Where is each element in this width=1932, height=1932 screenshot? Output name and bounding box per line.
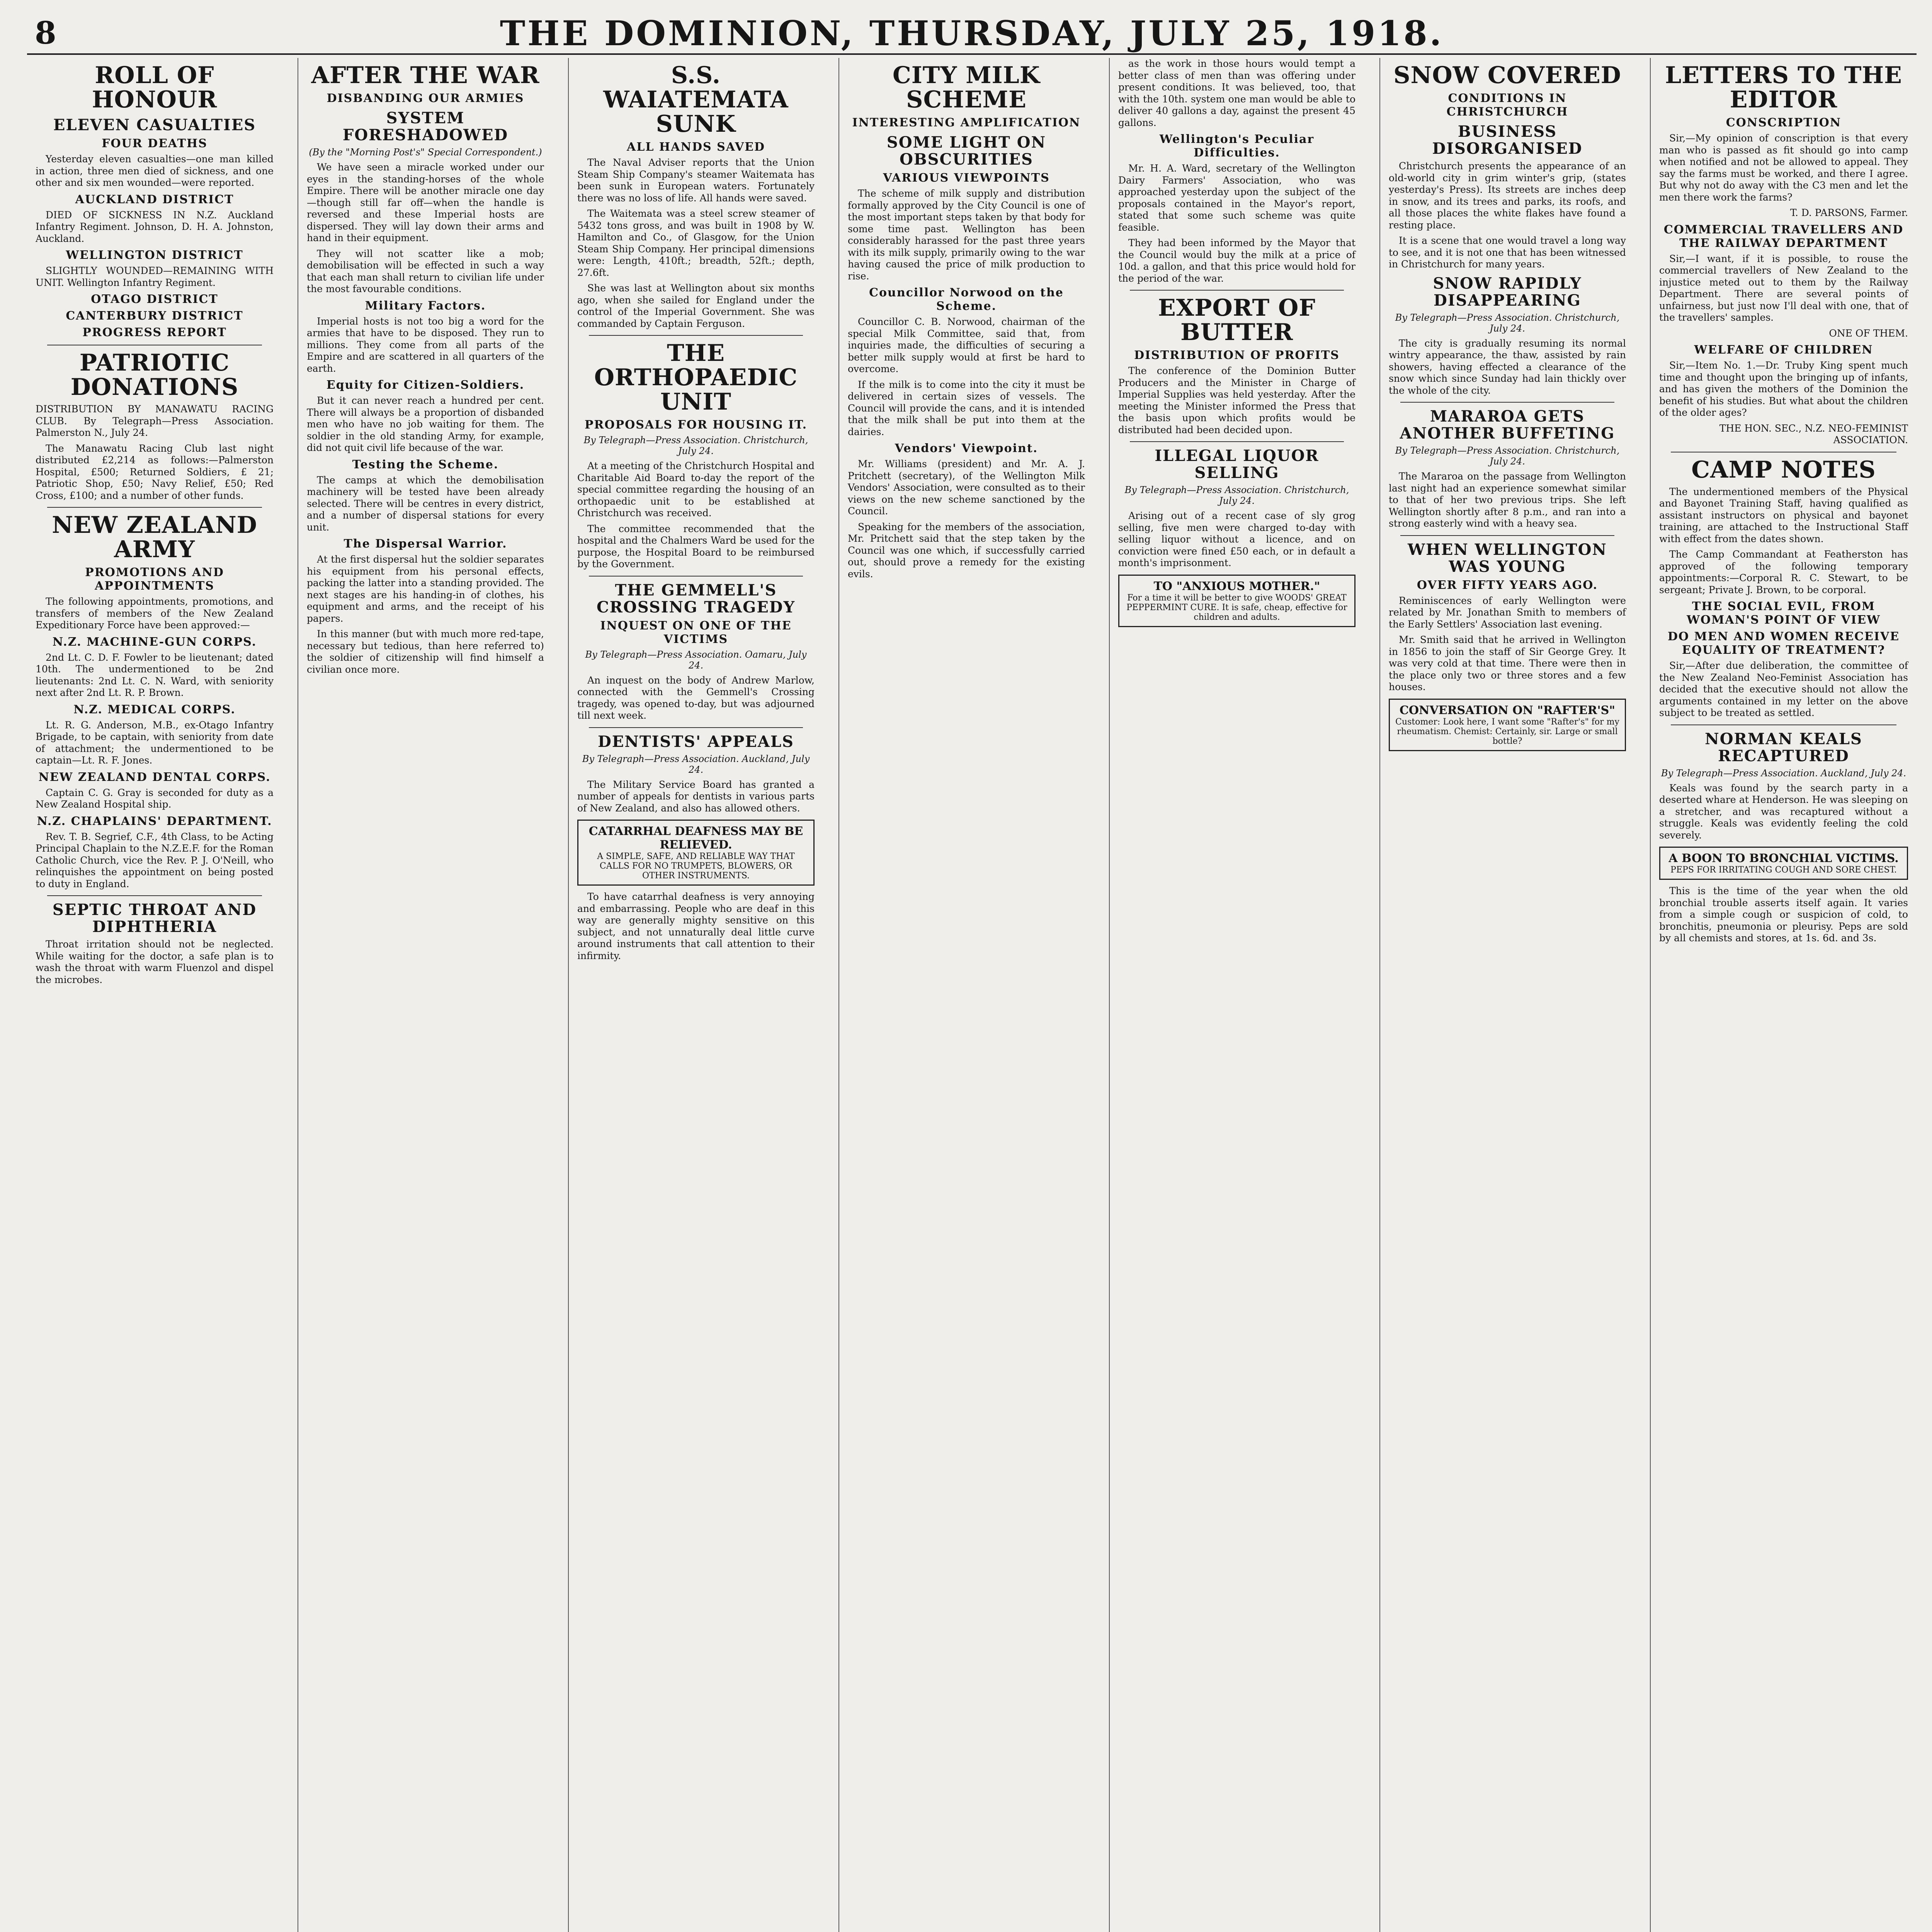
peps-subheading: PEPS FOR IRRITATING COUGH AND SORE CHEST. (1670, 865, 1897, 875)
snow-para-2: It is a scene that one would travel a long way to see, and it is not one that has been witnessed in Christchurch for many years. (1389, 235, 1626, 270)
roll-of-honour-heading: ROLL OF HONOUR (92, 62, 218, 113)
snow-covered-heading: SNOW COVERED (1393, 62, 1621, 89)
orthopaedic-para-1: At a meeting of the Christchurch Hospital and Charitable Aid Board to-day the report of the special committee regarding the housing of an orthopaedic unit to be established at Christchurch was received. (577, 460, 815, 519)
column-1 (27, 58, 282, 1932)
column-3 (568, 58, 823, 1932)
divider (47, 507, 262, 508)
letter-signature: T. D. PARSONS, Farmer. (1790, 207, 1908, 218)
canterbury-district-heading: CANTERBURY DISTRICT (66, 309, 243, 323)
deaths-heading: FOUR DEATHS (102, 137, 207, 150)
milk-continued-para: as the work in those hours would tempt a better class of men than was offering under present conditions. It was believed, too, that with the 10th. system one man would be able to deliver 40 gallons a day, against the present 45 gallons. (1118, 58, 1355, 128)
divider (47, 895, 262, 896)
chaplains-para: Rev. T. B. Segrief, C.F., 4th Class, to be Acting Principal Chaplain to the N.Z.E.F. for the Roman Catholic Church, vice the Rev. P. J. O'Neill, who relinquishes the appointment on being posted to duty in England. (36, 831, 274, 889)
medical-corps-heading: N.Z. MEDICAL CORPS. (73, 702, 236, 716)
progress-report-heading: PROGRESS REPORT (82, 326, 227, 339)
keals-para: Keals was found by the search party in a deserted whare at Henderson. He was sleeping on a stretcher, and was recaptured without a struggle. Keals was evidently feeling the cold severely. (1659, 782, 1908, 841)
snow-para-3: The city is gradually resuming its normal wintry appearance, the thaw, assisted by rain showers, having effected a clearance of the snow which since Sunday had lain thickly over the whole of the city. (1389, 337, 1626, 396)
distribution-profits-heading: DISTRIBUTION OF PROFITS (1134, 349, 1340, 362)
after-war-para-2: They will not scatter like a mob; demobilisation will be effected in such a way that each man shall return to civilian life under the most favourable conditions. (307, 248, 544, 294)
byline: By Telegraph—Press Association. Christchurch, July 24. (1124, 485, 1349, 506)
conscription-letter: Sir,—My opinion of conscription is that every man who is passed as fit should go into camp when notified and not be allowed to appeal. They say the farms must be worked, and there I agree. But why not do away with the C3 men and let the men there work the farms? (1659, 133, 1908, 203)
dentists-para: The Military Service Board has granted a number of appeals for dentists in various parts of New Zealand, and also has allowed others. (577, 779, 815, 814)
divider (1400, 535, 1614, 536)
keals-heading: NORMAN KEALS RECAPTURED (1705, 730, 1862, 765)
after-war-para-3: Imperial hosts is not too big a word for the armies that have to be disposed. They run to millions. They come from all parts of the Empire and are scattered in all quarters of the earth. (307, 315, 544, 374)
obscurities-heading: SOME LIGHT ON OBSCURITIES (886, 133, 1046, 168)
anxious-mother-advertisement (1118, 575, 1355, 627)
interesting-heading: INTERESTING AMPLIFICATION (852, 116, 1081, 129)
after-war-para-4: But it can never reach a hundred per cent. There will always be a proportion of disbanded men who have no job waiting for them. The soldier in the old standing Army, for example, did not quit civil life because of the war. (307, 395, 544, 453)
byline: By Telegraph—Press Association. Auckland, July 24. (582, 753, 810, 775)
waitemata-para-1: The Naval Adviser reports that the Union Steam Ship Company's steamer Waitemata has been sunk in European waters. Fortunately there was no loss of life. All hands were saved. (577, 157, 815, 204)
dentists-heading: DENTISTS' APPEALS (598, 732, 794, 751)
donations-para: The Manawatu Racing Club last night distributed £2,214 as follows:—Palmerston Hospital, £500; Returned Soldiers, £ 21; Patriotic Shop, £50; Navy Relief, £50; Red Cross, £100; and a number of other funds. (36, 442, 274, 501)
conditions-heading: CONDITIONS IN CHRISTCHURCH (1446, 92, 1568, 119)
auckland-district-heading: AUCKLAND DISTRICT (75, 192, 234, 206)
city-milk-heading: CITY MILK SCHEME (892, 62, 1040, 113)
casualties-intro: Yesterday eleven casualties—one man killed in action, three men died of sickness, and one other and six men wounded—were reported. (36, 153, 274, 188)
newspaper-title: THE DOMINION, THURSDAY, JULY 25, 1918. (500, 13, 1444, 53)
camp-para-2: The Camp Commandant at Featherston has approved of the following temporary appointments:—Corporal R. C. Stewart, to be sergeant; Private J. Brown, to be corporal. (1659, 549, 1908, 595)
social-evil-heading: THE SOCIAL EVIL, FROM WOMAN'S POINT OF VIEW (1687, 600, 1881, 627)
camp-notes-heading: CAMP NOTES (1691, 456, 1876, 483)
mararoa-para: The Mararoa on the passage from Wellington last night had an experience somewhat similar to that of her two previous trips. She left Wellington shortly after 8 p.m., and ran into a strong easterly wind with a heavy sea. (1389, 471, 1626, 529)
waitemata-para-2: The Waitemata was a steel screw steamer of 5432 tons gross, and was built in 1908 by W. Hamilton and Co., of Glasgow, for the Union Steam Ship Company. Her principal dimensions were: Length, 410ft.; breadth, 52ft.; depth, 27.6ft. (577, 208, 815, 278)
page-number: 8 (35, 15, 56, 51)
liquor-para: Arising out of a recent case of sly grog selling, five men were charged to-day with selling liquor without a licence, and on conviction were fined £50 each, or in default a month's imprisonment. (1118, 510, 1355, 568)
business-heading: BUSINESS DISORGANISED (1432, 122, 1583, 158)
camp-para-1: The undermentioned members of the Physical and Bayonet Training Staff, having qualified as assistant instructors on physical and bayonet training, are attached to the Instructional Staff with effect from the dates shown. (1659, 486, 1908, 544)
peps-advertisement (1659, 847, 1908, 880)
donations-dateline: DISTRIBUTION BY MANAWATU RACING CLUB. By Telegraph—Press Association. Palmerston N., July 24. (36, 403, 274, 438)
deafness-ad-title: CATARRHAL DEAFNESS MAY BE RELIEVED. (588, 825, 803, 852)
septic-throat-para: Throat irritation should not be neglected. While waiting for the doctor, a safe plan is to wash the throat with warm Fluenzol and dispel the microbes. (36, 939, 274, 985)
wellington-young-para-1: Reminiscences of early Wellington were related by Mr. Jonathan Smith to members of the Early Settlers' Association last evening. (1389, 595, 1626, 630)
column-6 (1379, 58, 1634, 1932)
mararoa-heading: MARAROA GETS ANOTHER BUFFETING (1400, 407, 1615, 442)
rafters-heading: CONVERSATION ON "RAFTER'S" (1400, 703, 1615, 717)
travellers-heading: COMMERCIAL TRAVELLERS AND THE RAILWAY DEPARTMENT (1663, 223, 1904, 250)
wellington-young-para-2: Mr. Smith said that he arrived in Wellington in 1856 to join the staff of Sir George Grey. It was very cold at that time. There were then in the place only two or three stores and a few houses. (1389, 634, 1626, 692)
machine-gun-heading: N.Z. MACHINE-GUN CORPS. (52, 635, 257, 649)
rafters-text: Customer: Look here, I want some "Rafter's" for my rheumatism. Chemist: Certainly, sir. Large or small bottle? (1395, 717, 1619, 746)
byline: (By the "Morning Post's" Special Correspondent.) (309, 147, 542, 158)
after-war-para-5: The camps at which the demobilisation machinery will be tested have been already selected. There will be centres in every district, and a number of dispersal stations for every unit. (307, 474, 544, 533)
export-butter-heading: EXPORT OF BUTTER (1158, 294, 1316, 346)
deafness-ad-subtitle: A SIMPLE, SAFE, AND RELIABLE WAY THAT CALLS FOR NO TRUMPETS, BLOWERS, OR OTHER INSTRUMENTS. (597, 852, 795, 881)
promotions-intro: The following appointments, promotions, and transfers of members of the New Zealand Expeditionary Force have been approved:— (36, 596, 274, 631)
milk-para-5: Speaking for the members of the association, Mr. Pritchett said that the step taken by the Council was one which, if successfully carried out, should prove a remedy for the existing evils. (848, 521, 1085, 580)
divider (589, 576, 803, 577)
after-the-war-heading: AFTER THE WAR (311, 62, 540, 89)
divider (589, 727, 803, 728)
equality-heading: DO MEN AND WOMEN RECEIVE EQUALITY OF TREATMENT? (1667, 630, 1900, 657)
gemmell-heading: THE GEMMELL'S CROSSING TRAGEDY (596, 581, 796, 616)
orthopaedic-heading: THE ORTHOPAEDIC UNIT (594, 340, 798, 415)
milk-para-4: Mr. Williams (president) and Mr. A. J. Pritchett (secretary), of the Wellington Milk Vendors' Association, were consulted as to their views on the new scheme sanctioned by the Council. (848, 458, 1085, 517)
chaplains-heading: N.Z. CHAPLAINS' DEPARTMENT. (37, 814, 272, 828)
snow-disappearing-heading: SNOW RAPIDLY DISAPPEARING (1433, 274, 1582, 310)
column-5 (1109, 58, 1364, 1932)
deafness-advertisement (577, 820, 815, 886)
waitemata-para-3: She was last at Wellington about six months ago, when she sailed for England under the control of the Imperial Government. She was commanded by Captain Ferguson. (577, 282, 815, 329)
military-factors-heading: Military Factors. (365, 299, 486, 313)
milk-para-2: Councillor C. B. Norwood, chairman of the special Milk Committee, said that, from inquiries made, the difficulties of securing a better milk supply would at first be hard to overcome. (848, 316, 1085, 374)
divider (1400, 402, 1614, 403)
wellington-district-heading: WELLINGTON DISTRICT (66, 248, 243, 262)
orthopaedic-para-2: The committee recommended that the hospital and the Chalmers Ward be used for the purpose, the Hospital Board to be reimbursed by the Government. (577, 523, 815, 570)
after-war-para-1: We have seen a miracle worked under our eyes in the standing-horses of the whole Empire. There will be another miracle one day—though still far off—when the handle is reversed and these Imperial hosts are dispersed. They will lay down their arms and hand in their equipment. (307, 162, 544, 243)
divider (1130, 441, 1344, 442)
peculiar-difficulties-heading: Wellington's Peculiar Difficulties. (1159, 133, 1315, 160)
all-hands-saved-heading: ALL HANDS SAVED (627, 140, 765, 154)
byline: By Telegraph—Press Association. Christchurch, July 24. (1395, 312, 1620, 334)
divider (1130, 290, 1344, 291)
milk-para-6: Mr. H. A. Ward, secretary of the Wellington Dairy Farmers' Association, who was approached yesterday upon the subject of the proposals contained in the Mayor's report, stated that some such scheme was quite feasible. (1118, 163, 1355, 233)
auckland-para: DIED OF SICKNESS IN N.Z. Auckland Infantry Regiment. Johnson, D. H. A. Johnston, Auckland. (36, 209, 274, 244)
patriotic-donations-heading: PATRIOTIC DONATIONS (70, 349, 239, 401)
byline: By Telegraph—Press Association. Christchurch, July 24. (583, 435, 808, 456)
system-foreshadowed-heading: SYSTEM FORESHADOWED (342, 109, 509, 144)
wellington-young-heading: WHEN WELLINGTON WAS YOUNG (1408, 540, 1607, 576)
disbanding-heading: DISBANDING OUR ARMIES (327, 92, 524, 105)
viewpoints-heading: VARIOUS VIEWPOINTS (883, 171, 1050, 185)
welfare-heading: WELFARE OF CHILDREN (1694, 343, 1873, 357)
septic-throat-heading: SEPTIC THROAT AND DIPHTHERIA (52, 901, 257, 936)
social-evil-para: Sir,—After due deliberation, the committee of the New Zealand Neo-Feminist Association has decided that the executive should not allow the arguments contained in my letter on the above subject to be treated as settled. (1659, 660, 1908, 718)
dental-corps-heading: NEW ZEALAND DENTAL CORPS. (38, 770, 271, 784)
peps-heading: A BOON TO BRONCHIAL VICTIMS. (1668, 852, 1899, 865)
milk-para-1: The scheme of milk supply and distribution formally approved by the City Council is one of the most important steps taken by that body for some time past. Wellington has been considerably harassed for the past three years with its milk supply, primarily owing to the war having caused the price of milk production to rise. (848, 188, 1085, 282)
casualties-heading: ELEVEN CASUALTIES (53, 116, 256, 134)
divider (1671, 724, 1896, 725)
peps-para: This is the time of the year when the old bronchial trouble asserts itself again. It varies from a simple cough or suspicion of cold, to bronchitis, pneumonia or pleurisy. Peps are sold by all chemists and stores, at 1s. 6d. and 3s. (1659, 885, 1908, 944)
gemmell-para: An inquest on the body of Andrew Marlow, connected with the Gemmell's Crossing tragedy, was opened to-day, but was adjourned till next week. (577, 674, 815, 721)
equity-heading: Equity for Citizen-Soldiers. (326, 378, 525, 392)
divider (589, 335, 803, 336)
otago-district-heading: OTAGO DISTRICT (91, 293, 218, 306)
after-war-para-6: At the first dispersal hut the soldier separates his equipment from his personal effects, packing the latter into a standing provided. The next stages are his handing-in of clothes, his equipment and arms, and the receipt of his papers. (307, 554, 544, 624)
conscription-heading: CONSCRIPTION (1726, 116, 1842, 129)
byline: By Telegraph—Press Association. Auckland, July 24. (1661, 767, 1906, 779)
promotions-heading: PROMOTIONS AND APPOINTMENTS (85, 566, 224, 593)
column-7 (1650, 58, 1917, 1932)
inquest-heading: INQUEST ON ONE OF THE VICTIMS (600, 619, 792, 646)
letter-signature: ONE OF THEM. (1829, 327, 1908, 339)
wellington-para: SLIGHTLY WOUNDED—REMAINING WITH UNIT. Wellington Infantry Regiment. (36, 265, 274, 288)
anxious-mother-text: For a time it will be better to give WOODS' GREAT PEPPERMINT CURE. It is safe, cheap, effective for children and adults. (1126, 593, 1347, 622)
column-4 (838, 58, 1094, 1932)
anxious-mother-heading: TO "ANXIOUS MOTHER." (1153, 579, 1320, 593)
letters-heading: LETTERS TO THE EDITOR (1665, 62, 1902, 113)
dispersal-heading: The Dispersal Warrior. (344, 537, 507, 551)
testing-heading: Testing the Scheme. (352, 457, 499, 471)
butter-para: The conference of the Dominion Butter Producers and the Minister in Charge of Imperial Supplies was held yesterday. After the meeting the Minister informed the Press that the basis upon which profits would be distributed had been decided upon. (1118, 365, 1355, 435)
byline: By Telegraph—Press Association. Christchurch, July 24. (1395, 445, 1620, 467)
after-war-para-7: In this manner (but with much more red-tape, necessary but tedious, than here referred to) the soldier of citizenship will find himself a civilian once more. (307, 628, 544, 675)
norwood-heading: Councillor Norwood on the Scheme. (869, 286, 1064, 313)
letter-signature: THE HON. SEC., N.Z. NEO-FEMINIST ASSOCIATION. (1719, 422, 1908, 446)
milk-para-3: If the milk is to come into the city it must be delivered in certain sizes of vessels. The Council will provide the cans, and it is intended that the milk shall be put into them at the dairies. (848, 379, 1085, 437)
housing-heading: PROPOSALS FOR HOUSING IT. (584, 418, 808, 432)
deafness-para: To have catarrhal deafness is very annoying and embarrassing. People who are deaf in this way are generally mighty sensitive on this subject, and not unnaturally deal little curve around instruments that call attention to their infirmity. (577, 891, 815, 961)
machine-gun-para: 2nd Lt. C. D. F. Fowler to be lieutenant; dated 10th. The undermentioned to be 2nd lieutenants: 2nd Lt. C. N. Ward, with seniority next after 2nd Lt. R. P. Brown. (36, 651, 274, 698)
illegal-liquor-heading: ILLEGAL LIQUOR SELLING (1155, 447, 1319, 482)
waitemata-heading: S.S. WAIATEMATA SUNK (603, 62, 789, 138)
welfare-letter: Sir,—Item No. 1.—Dr. Truby King spent much time and thought upon the bringing up of infants, and has given the mothers of the Dominion the benefit of his studies. But what about the children of the older ages? (1659, 360, 1908, 418)
nz-army-heading: NEW ZEALAND ARMY (52, 512, 257, 563)
columns (27, 58, 1917, 1932)
travellers-letter: Sir,—I want, if it is possible, to rouse the commercial travellers of New Zealand to the injustice meted out to them by the Railway Department. There are several points of unfairness, but just now I'll deal with one, that of the travellers' samples. (1659, 253, 1908, 323)
milk-para-7: They had been informed by the Mayor that the Council would buy the milk at a price of 10d. a gallon, and that this price would hold for the period of the war. (1118, 237, 1355, 284)
vendors-heading: Vendors' Viewpoint. (895, 442, 1038, 455)
medical-corps-para: Lt. R. G. Anderson, M.B., ex-Otago Infantry Brigade, to be captain, with seniority from date of attachment; the undermentioned to be captain—Lt. R. F. Jones. (36, 719, 274, 766)
byline: By Telegraph—Press Association. Oamaru, July 24. (585, 649, 807, 671)
rafters-advertisement (1389, 699, 1626, 751)
fifty-years-heading: OVER FIFTY YEARS AGO. (1417, 578, 1598, 592)
dental-corps-para: Captain C. G. Gray is seconded for duty as a New Zealand Hospital ship. (36, 787, 274, 810)
column-2 (298, 58, 553, 1932)
masthead (27, 11, 1917, 55)
snow-para-1: Christchurch presents the appearance of an old-world city in grim winter's grip, (states yesterday's Press). Its streets are inches deep in snow, and its trees and parks, its roofs, and all those places the white flakes have found a resting place. (1389, 160, 1626, 231)
